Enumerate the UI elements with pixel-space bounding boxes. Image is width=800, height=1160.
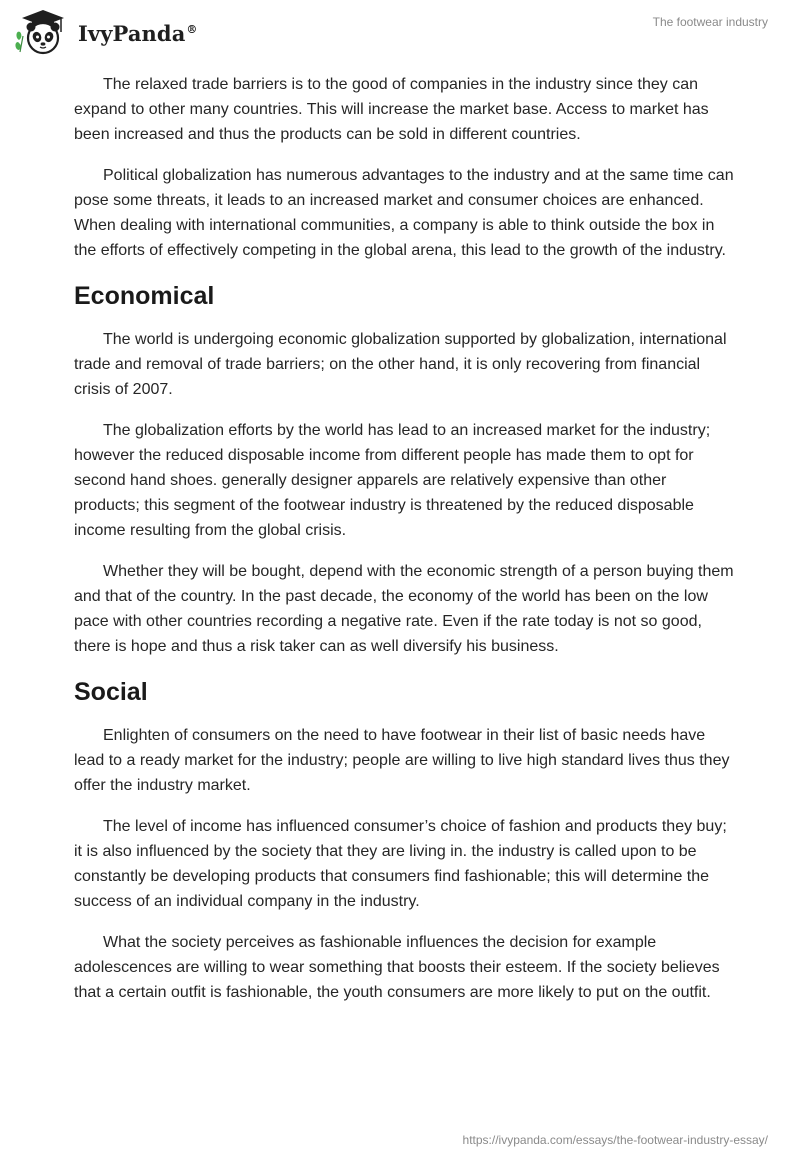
paragraph: Enlighten of consumers on the need to have footwear in their list of basic needs have lead to a ready market for the industry; people are willing to live high standard lives thus they offer the industry market. [74,727,730,794]
essay-content [74,72,734,1021]
paragraph: What the society perceives as fashionable influences the decision for example adolescences are willing to wear something that boosts their esteem. If the society believes that a certain outfit is fashionable, the youth consumers are more likely to put on the outfit. [74,934,720,1001]
panda-graduation-cap-icon [14,8,72,56]
page-header [0,0,800,62]
paragraph: Political globalization has numerous advantages to the industry and at the same time can pose some threats, it leads to an increased market and consumer choices are enhanced. When dealing with international communities, a company is able to think outside the box in the efforts of effectively competing in the global arena, this lead to the growth of the industry. [74,167,734,259]
document-title: The footwear industry [652,15,768,29]
paragraph: The globalization efforts by the world has lead to an increased market for the industry; however the reduced disposable income from different people has made them to opt for second hand shoes. generally designer apparels are relatively expensive than other products; this segment of the footwear industry is threatened by the reduced disposable income resulting from the global crisis. [74,422,711,539]
source-url[interactable]: https://ivypanda.com/essays/the-footwear-industry-essay/ [462,1133,768,1147]
paragraph: The level of income has influenced consumer’s choice of fashion and products they buy; it is also influenced by the society that they are living in. the industry is called upon to be constantly be developing products that consumers find fashionable; this will determine the success of an individual company in the industry. [74,818,727,910]
paragraph: The relaxed trade barriers is to the good of companies in the industry since they can expand to other many countries. This will increase the market base. Access to market has been increased and thus the products can be sold in different countries. [74,76,709,143]
registered-mark: ® [186,22,198,36]
brand-name: IvyPanda® [78,20,198,46]
paragraph: Whether they will be bought, depend with the economic strength of a person buying them and that of the country. In the past decade, the economy of the world has been on the low pace with other countries recording a negative rate. Even if the rate today is not so good, there is hope and thus a risk taker can as well diversify his business. [74,563,734,655]
paragraph: The world is undergoing economic globalization supported by globalization, international trade and removal of trade barriers; on the other hand, it is only recovering from financial crisis of 2007. [74,331,727,398]
ivypanda-logo[interactable] [14,8,198,56]
section-heading-social: Social [74,678,148,706]
section-heading-economical: Economical [74,282,215,310]
